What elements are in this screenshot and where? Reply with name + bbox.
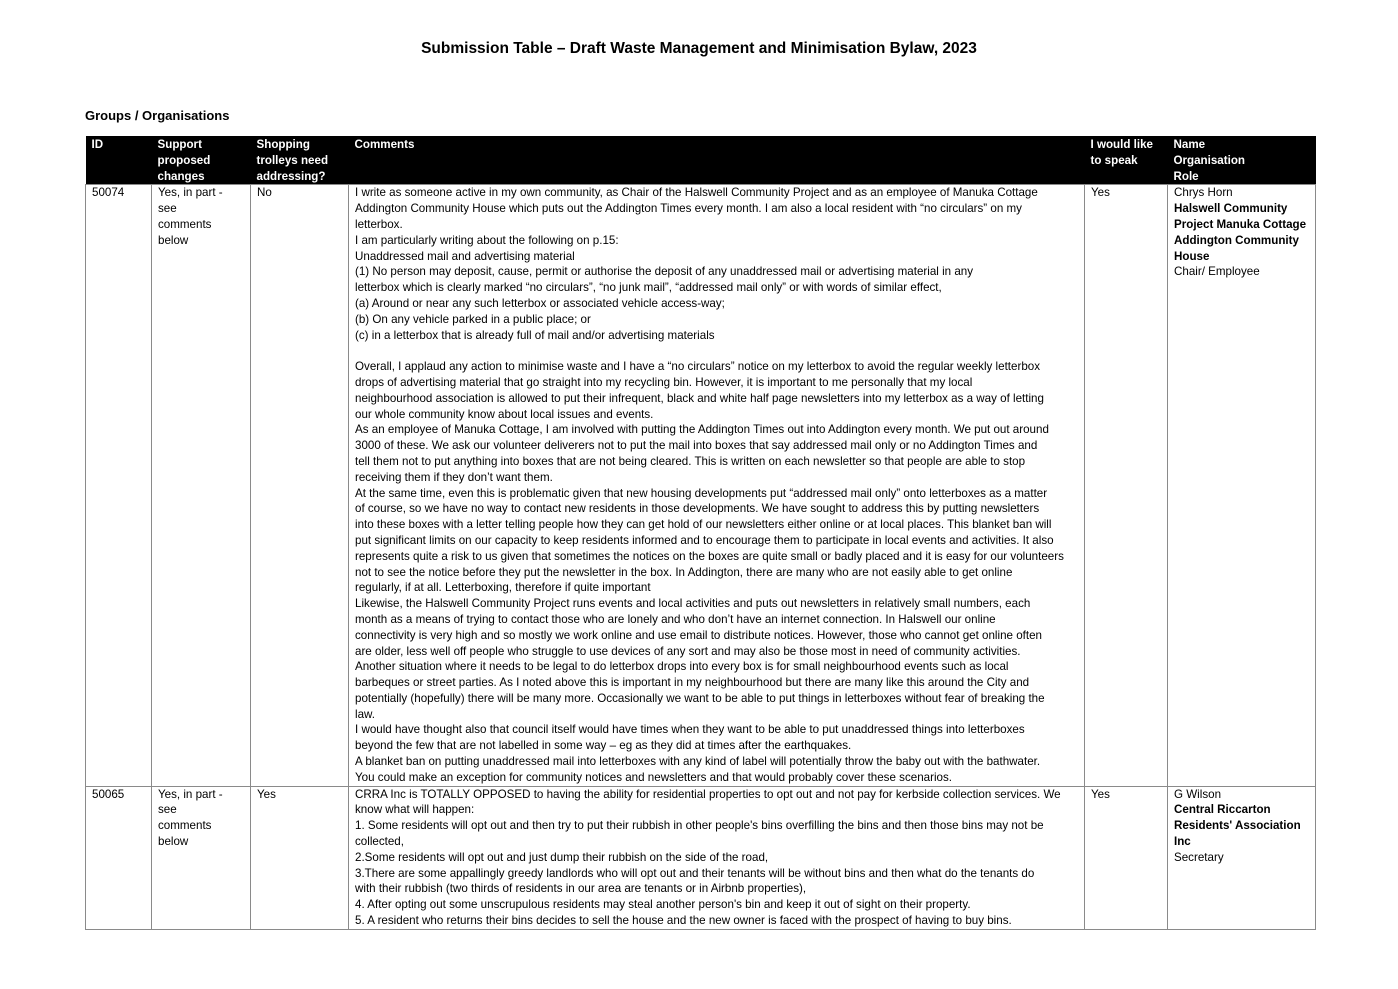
role: Chair/ Employee	[1174, 265, 1260, 279]
header-shopping: Shopping trolleys need addressing?	[251, 136, 349, 185]
header-support: Support proposed changes	[152, 136, 251, 185]
section-heading: Groups / Organisations	[85, 108, 230, 123]
submitter-name: Chrys Horn	[1174, 186, 1233, 200]
cell-comments: I write as someone active in my own community, as Chair of the Halswell Community Project and as an employee of Manuka Cottage Addington Community House which puts out the Addington Times every month. I am also a local resident with “no circulars” on my letterbox. I am particularly writing about the following on p.15: Unaddressed mail and advertising material (1) No person may deposit, cause, permit or authorise the deposit of any unaddressed mail or advertising material in any letterbox which is clearly marked “no circulars”, “no junk mail”, “addressed mail only” or with words of similar effect, (a) Around or near any such letterbox or associated vehicle access-way; (b) On any vehicle parked in a public place; or (c) in a letterbox that is already full of mail and/or advertising materials Overall, I applaud any action to minimise waste and I have a “no circulars” notice on my letterbox to avoid the regular weekly letterbox drops of advertising material that go straight into my recycling bin. However, it is important to me personally that my local neighbourhood association is allowed to put their infrequent, black and white half page newsletters into my letterbox as a way of letting our whole community know about local issues and events. As an employee of Manuka Cottage, I am involved with putting the Addington Times out into Addington every month. We put out around 3000 of these. We ask our volunteer deliverers not to put the mail into boxes that say addressed mail only or no Addington Times and tell them not to put anything into boxes that are not being cleared. This is written on each newsletter so that people are able to stop receiving them if they don’t want them. At the same time, even this is problematic given that new housing developments put “addressed mail only” onto letterboxes as a matter of course, so we have no way to contact new residents in those developments. We have sought to address this by putting newsletters into these boxes with a letter telling people how they can get hold of our newsletters either online or at local places. This blanket ban will put significant limits on our capacity to keep residents informed and to encourage them to participate in local events and activities. It also represents quite a risk to us given that sometimes the notices on the boxes are quite small or badly placed and it is easy for our volunteers not to see the notice before they put the newsletter in the box. In Addington, there are many who are not easily able to get online regularly, if at all. Letterboxing, therefore if quite important Likewise, the Halswell Community Project runs events and local activities and puts out newsletters in relatively small numbers, each month as a means of trying to contact those who are lonely and who don’t have an internet connection. In Halswell our online connectivity is very high and so mostly we work online and use email to distribute notices. However, those who cannot get online often are older, less well off people who struggle to use devices of any sort and may also be those most in need of community activities. Another situation where it needs to be legal to do letterbox drops into every box is for small neighbourhood events such as local barbeques or street parties. As I noted above this is important in my neighbourhood but there are many like this around the City and potentially (hopefully) there will be many more. Occasionally we want to be able to put things in letterboxes without fear of breaking the law. I would have thought also that council itself would have times when they want to be able to put unaddressed things into letterboxes beyond the few that are not labelled in some way – eg as they did at times after the earthquakes. A blanket ban on putting unaddressed mail into letterboxes with any kind of label will potentially throw the baby out with the bathwater. You could make an exception for community notices and newsletters and that would probably cover these scenarios.	[349, 185, 1085, 786]
cell-support: Yes, in part - see comments below	[152, 786, 251, 929]
header-speak: I would like to speak	[1085, 136, 1168, 185]
cell-support: Yes, in part - see comments below	[152, 185, 251, 786]
submitter-name: G Wilson	[1174, 787, 1222, 801]
cell-speak: Yes	[1085, 185, 1168, 786]
cell-name	[1168, 185, 1316, 786]
table-row	[86, 185, 1316, 786]
header-comments: Comments	[349, 136, 1085, 185]
cell-id: 50065	[86, 786, 152, 929]
cell-id: 50074	[86, 185, 152, 786]
role: Secretary	[1174, 850, 1224, 864]
table-row	[86, 786, 1316, 929]
cell-shopping: No	[251, 185, 349, 786]
organisation: Halswell Community Project Manuka Cottage Addington Community House	[1174, 202, 1307, 263]
organisation: Central Riccarton Residents' Association Inc	[1174, 803, 1301, 849]
cell-speak: Yes	[1085, 786, 1168, 929]
cell-comments: CRRA Inc is TOTALLY OPPOSED to having the ability for residential properties to opt out and not pay for kerbside collection services. We know what will happen: 1. Some residents will opt out and then try to put their rubbish in other people's bins overfilling the bins and then those bins may not be collected, 2.Some residents will opt out and just dump their rubbish on the side of the road, 3.There are some appallingly greedy landlords who will opt out and their tenants will be without bins and then what do the tenants do with their rubbish (two thirds of residents in our area are tenants or in Airbnb properties), 4. After opting out some unscrupulous residents may steal another person's bin and keep it out of sight on their property. 5. A resident who returns their bins decides to sell the house and the new owner is faced with the prospect of having to buy bins.	[349, 786, 1085, 929]
document-title: Submission Table – Draft Waste Management and Minimisation Bylaw, 2023	[421, 40, 977, 57]
submission-table	[85, 136, 1316, 930]
cell-name	[1168, 786, 1316, 929]
table-header-row	[86, 136, 1316, 185]
cell-shopping: Yes	[251, 786, 349, 929]
header-id: ID	[86, 136, 152, 185]
header-name: Name Organisation Role	[1168, 136, 1316, 185]
